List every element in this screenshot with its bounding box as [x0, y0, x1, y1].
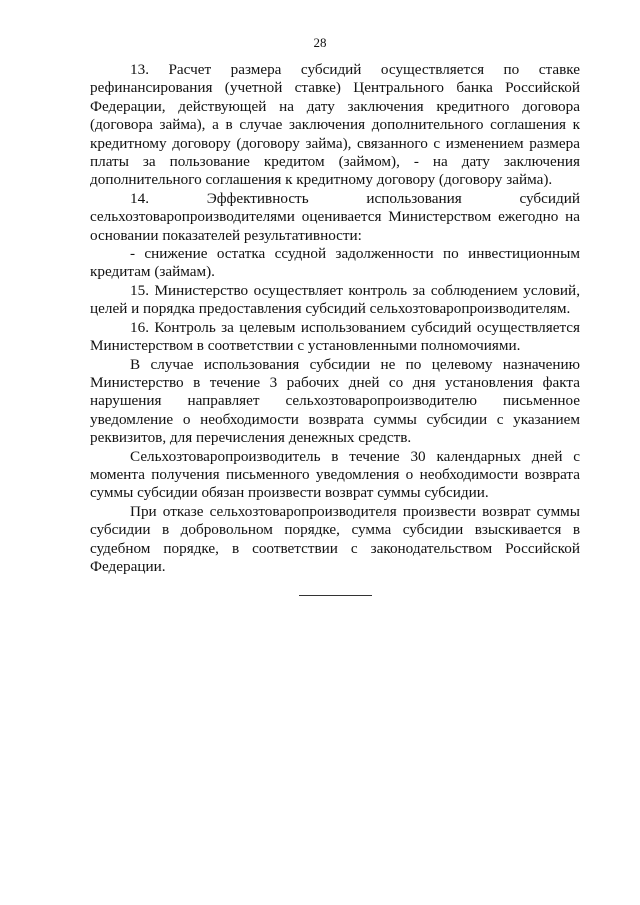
- paragraph-13-subsidy-calculation: 13. Расчет размера субсидий осуществляется по ставке рефинансирования (учетной ставке) Центрального банка Российской Федерации, действующей на дату заключения кредитного договора (договора займа), а в случае заключения дополнительного соглашения к кредитному договору (договору займа), связанного с изменением размера платы за пользование кредитом (займом), - на дату заключения дополнительного соглашения к кредитному договору (договору займа).: [90, 61, 580, 189]
- paragraph-refusal-recovery: При отказе сельхозтоваропроизводителя произвести возврат суммы субсидии в добровольном порядке, сумма субсидии взыскивается в судебном порядке, в соответствии с законодательством Российской Федерации.: [90, 502, 580, 575]
- document-body: [90, 61, 580, 576]
- paragraph-misuse-notification: В случае использования субсидии не по целевому назначению Министерство в течение 3 рабочих дней со дня установления факта нарушения направляет сельхозтоваропроизводителю письменное уведомление о необходимости возврата суммы субсидии с указанием реквизитов, для перечисления денежных средств.: [90, 355, 580, 447]
- paragraph-14-efficiency: 14. Эффективность использования субсидий сельхозтоваропроизводителями оценивается Министерством ежегодно на основании показателей результативности:: [90, 189, 580, 244]
- paragraph-16-targeted-use-control: 16. Контроль за целевым использованием субсидий осуществляется Министерством в соответствии с установленными полномочиями.: [90, 318, 580, 355]
- paragraph-refund-deadline: Сельхозтоваропроизводитель в течение 30 календарных дней с момента получения письменного уведомления о необходимости возврата суммы субсидии обязан произвести возврат суммы субсидии.: [90, 447, 580, 502]
- page-number: 28: [313, 35, 327, 50]
- paragraph-indicator-item: - снижение остатка ссудной задолженности по инвестиционным кредитам (займам).: [90, 245, 580, 281]
- paragraph-15-control: 15. Министерство осуществляет контроль за соблюдением условий, целей и порядка предоставления субсидий сельхозтоваропроизводителям.: [90, 281, 580, 318]
- end-separator-line: [299, 595, 372, 596]
